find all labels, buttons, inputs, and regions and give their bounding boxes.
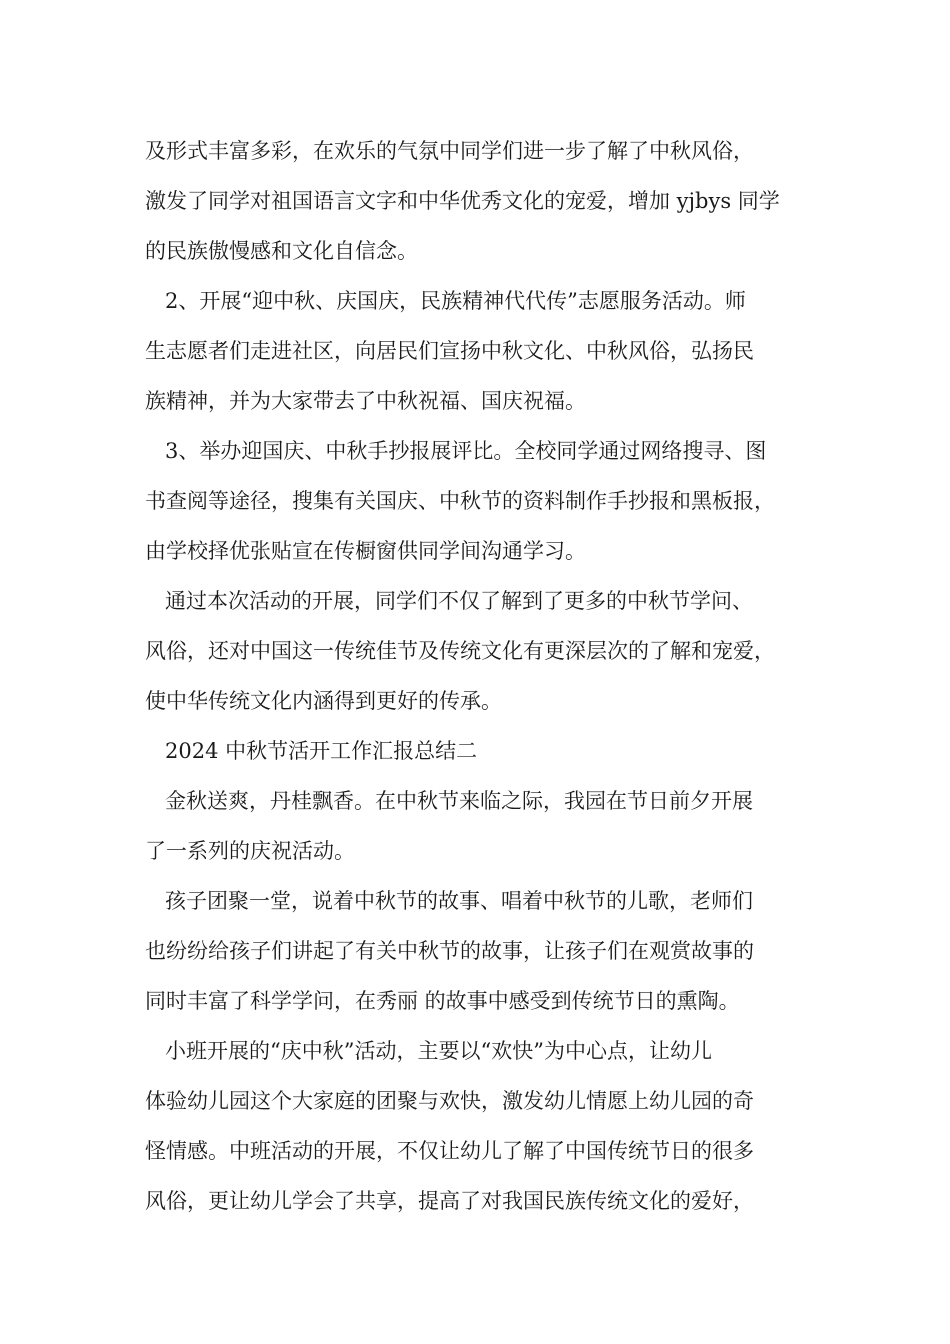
text-line: 族精神，并为大家带去了中秋祝福、国庆祝福。 [145, 389, 586, 413]
text-line: 3、举办迎国庆、中秋手抄报展评比。全校同学通过网络搜寻、图 [165, 439, 767, 463]
text-line: 使中华传统文化内涵得到更好的传承。 [145, 689, 502, 713]
text-line: 生志愿者们走进社区，向居民们宣扬中秋文化、中秋风俗，弘扬民 [145, 339, 754, 363]
section-heading: 2024 中秋节活开工作汇报总结二 [165, 739, 478, 763]
text-line: 书查阅等途径，搜集有关国庆、中秋节的资料制作手抄报和黑板报， [145, 489, 775, 513]
text-line: 怪情感。中班活动的开展，不仅让幼儿了解了中国传统节日的很多 [145, 1139, 754, 1163]
text-line: 也纷纷给孩子们讲起了有关中秋节的故事，让孩子们在观赏故事的 [145, 939, 754, 963]
text-line: 激发了同学对祖国语言文字和中华优秀文化的宠爱，增加 yjbys 同学 [145, 189, 780, 213]
text-line: 通过本次活动的开展，同学们不仅了解到了更多的中秋节学问、 [165, 589, 753, 613]
text-line: 风俗，还对中国这一传统佳节及传统文化有更深层次的了解和宠爱， [145, 639, 775, 663]
text-line: 金秋送爽，丹桂飘香。在中秋节来临之际，我园在节日前夕开展 [165, 789, 753, 813]
text-line: 体验幼儿园这个大家庭的团聚与欢快，激发幼儿情愿上幼儿园的奇 [145, 1089, 754, 1113]
text-line: 小班开展的“庆中秋”活动，主要以“欢快”为中心点，让幼儿 [165, 1039, 712, 1063]
text-line: 的民族傲慢感和文化自信念。 [145, 239, 418, 263]
text-line: 风俗，更让幼儿学会了共享，提高了对我国民族传统文化的爱好， [145, 1189, 754, 1213]
text-line: 及形式丰富多彩，在欢乐的气氛中同学们进一步了解了中秋风俗， [145, 139, 754, 163]
text-line: 孩子团聚一堂，说着中秋节的故事、唱着中秋节的儿歌，老师们 [165, 889, 753, 913]
text-line: 同时丰富了科学学问，在秀丽 的故事中感受到传统节日的熏陶。 [145, 989, 740, 1013]
text-line: 由学校择优张贴宣在传橱窗供同学间沟通学习。 [145, 539, 586, 563]
text-line: 2、开展“迎中秋、庆国庆，民族精神代代传”志愿服务活动。师 [165, 289, 746, 313]
text-line: 了一系列的庆祝活动。 [145, 839, 355, 863]
